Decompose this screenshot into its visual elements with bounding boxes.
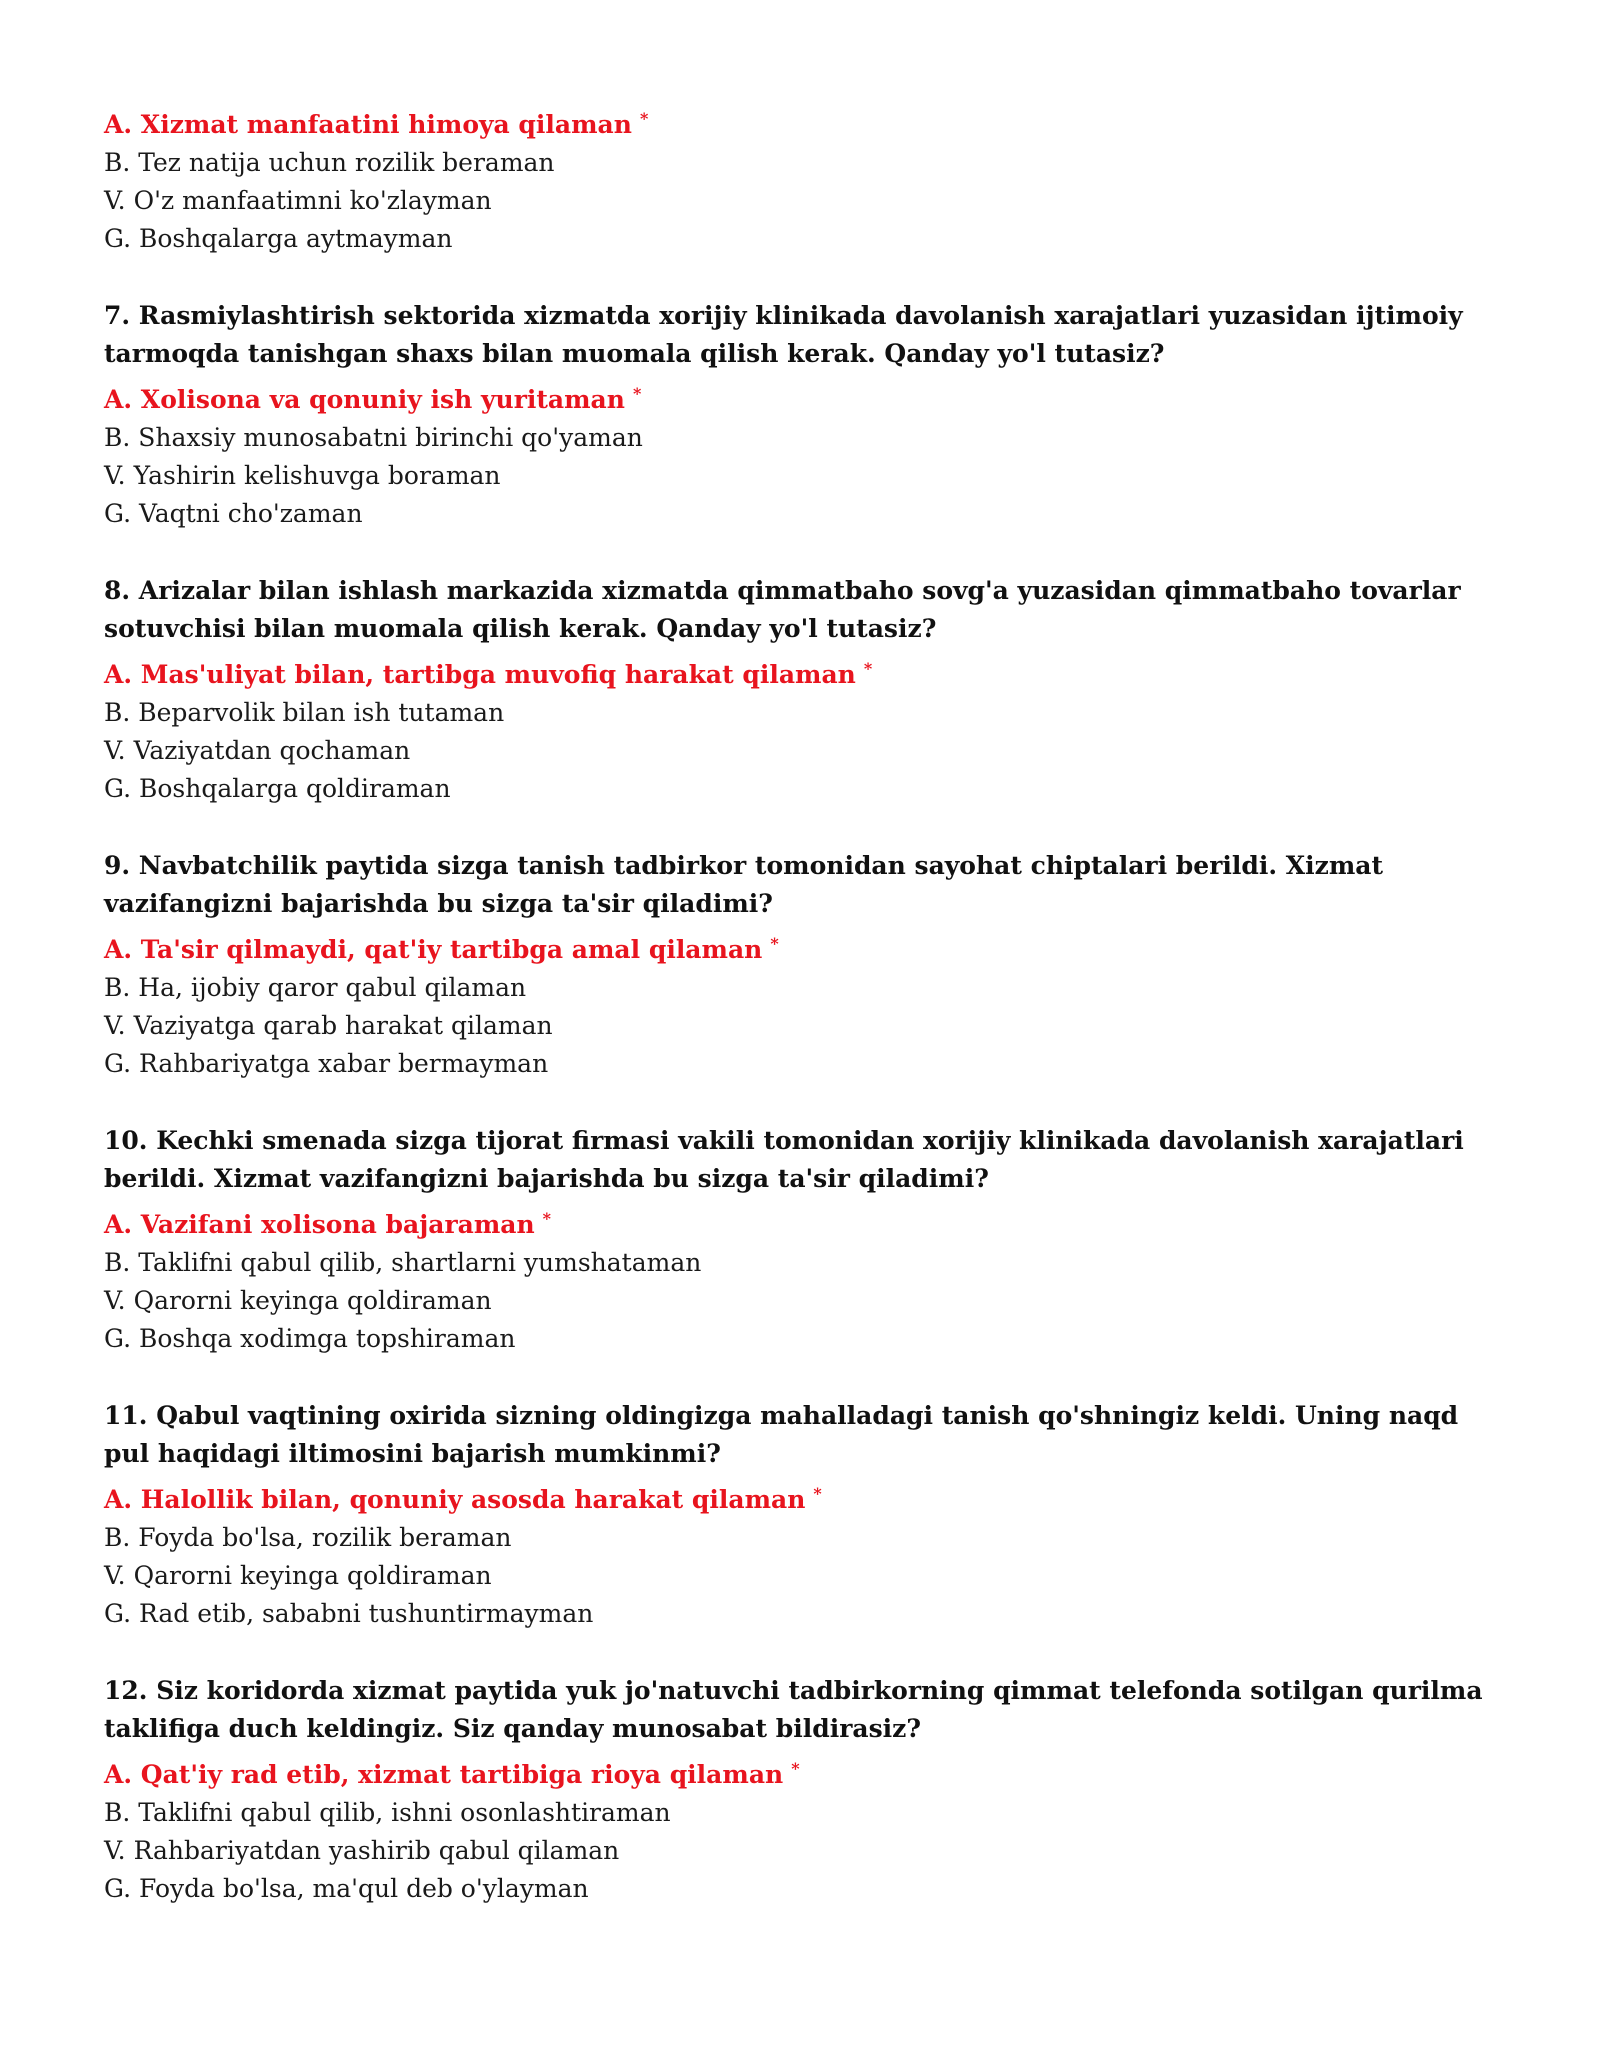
correct-marker: * — [542, 1209, 552, 1228]
answer-option-v: V. Rahbariyatdan yashirib qabul qilaman — [104, 1836, 620, 1865]
question-block-9 — [104, 847, 1504, 1083]
question-block-12 — [104, 1672, 1504, 1908]
answer-option-b: B. Beparvolik bilan ish tutaman — [104, 698, 505, 727]
answer-option-b: B. Ha, ijobiy qaror qabul qilaman — [104, 973, 527, 1002]
question-text: 9. Navbatchilik paytida sizga tanish tadbirkor tomonidan sayohat chiptalari berildi. Xizmat vazifangizni bajarishda bu sizga ta'sir qiladimi? — [104, 851, 1384, 918]
correct-marker: * — [863, 659, 873, 678]
answer-option-b: B. Taklifni qabul qilib, shartlarni yumshataman — [104, 1248, 702, 1277]
answer-option-g: G. Foyda bo'lsa, ma'qul deb o'ylayman — [104, 1874, 589, 1903]
answer-option-v: V. Qarorni keyinga qoldiraman — [104, 1286, 492, 1315]
answer-option-v: V. Vaziyatdan qochaman — [104, 736, 411, 765]
answer-option-g: G. Rad etib, sababni tushuntirmayman — [104, 1599, 594, 1628]
correct-answer: A. Halollik bilan, qonuniy asosda harakat qilaman * — [104, 1484, 822, 1514]
answer-option-v: V. Yashirin kelishuvga boraman — [104, 461, 501, 490]
answer-option-b: B. Taklifni qabul qilib, ishni osonlashtiraman — [104, 1798, 671, 1827]
correct-answer: A. Qat'iy rad etib, xizmat tartibiga rioya qilaman * — [104, 1759, 800, 1789]
correct-marker: * — [632, 384, 642, 403]
correct-marker: * — [791, 1759, 800, 1778]
answer-option-g: G. Rahbariyatga xabar bermayman — [104, 1049, 549, 1078]
correct-answer: A. Mas'uliyat bilan, tartibga muvofiq harakat qilaman * — [104, 659, 873, 689]
question-text: 7. Rasmiylashtirish sektorida xizmatda xorijiy klinikada davolanish xarajatlari yuzasidan ijtimoiy tarmoqda tanishgan shaxs bilan muomala qilish kerak. Qanday yo'l tutasiz? — [104, 301, 1463, 368]
answer-option-v: V. O'z manfaatimni ko'zlayman — [104, 186, 492, 215]
correct-marker: * — [639, 109, 649, 128]
correct-answer: A. Xolisona va qonuniy ish yuritaman * — [104, 384, 642, 414]
correct-answer: A. Vazifani xolisona bajaraman * — [104, 1209, 552, 1239]
question-text: 10. Kechki smenada sizga tijorat firmasi vakili tomonidan xorijiy klinikada davolanish xarajatlari berildi. Xizmat vazifangizni bajarishda bu sizga ta'sir qiladimi? — [104, 1126, 1464, 1193]
correct-marker: * — [813, 1484, 822, 1503]
answer-option-b: B. Shaxsiy munosabatni birinchi qo'yaman — [104, 423, 643, 452]
answer-option-v: V. Qarorni keyinga qoldiraman — [104, 1561, 492, 1590]
question-block-8 — [104, 572, 1504, 808]
question-text: 12. Siz koridorda xizmat paytida yuk jo'natuvchi tadbirkorning qimmat telefonda sotilgan qurilma taklifiga duch keldingiz. Siz qanday munosabat bildirasiz? — [104, 1676, 1483, 1743]
question-block-7 — [104, 297, 1504, 533]
question-text: 8. Arizalar bilan ishlash markazida xizmatda qimmatbaho sovg'a yuzasidan qimmatbaho tovarlar sotuvchisi bilan muomala qilish kerak. Qanday yo'l tutasiz? — [104, 576, 1461, 643]
correct-answer: A. Xizmat manfaatini himoya qilaman * — [104, 109, 649, 139]
answer-option-g: G. Vaqtni cho'zaman — [104, 499, 363, 528]
question-block-11 — [104, 1397, 1504, 1633]
answer-option-v: V. Vaziyatga qarab harakat qilaman — [104, 1011, 553, 1040]
question-block-10 — [104, 1122, 1504, 1358]
correct-marker: * — [770, 934, 779, 953]
answer-option-b: B. Foyda bo'lsa, rozilik beraman — [104, 1523, 512, 1552]
answer-option-g: G. Boshqalarga aytmayman — [104, 224, 453, 253]
answer-option-g: G. Boshqa xodimga topshiraman — [104, 1324, 516, 1353]
correct-answer: A. Ta'sir qilmaydi, qat'iy tartibga amal qilaman * — [104, 934, 779, 964]
question-block-6 — [104, 100, 1504, 258]
question-text: 11. Qabul vaqtining oxirida sizning oldingizga mahalladagi tanish qo'shningiz keldi. Uning naqd pul haqidagi iltimosini bajarish mumkinmi? — [104, 1401, 1459, 1468]
quiz-page — [104, 100, 1504, 1947]
answer-option-b: B. Tez natija uchun rozilik beraman — [104, 148, 555, 177]
answer-option-g: G. Boshqalarga qoldiraman — [104, 774, 451, 803]
